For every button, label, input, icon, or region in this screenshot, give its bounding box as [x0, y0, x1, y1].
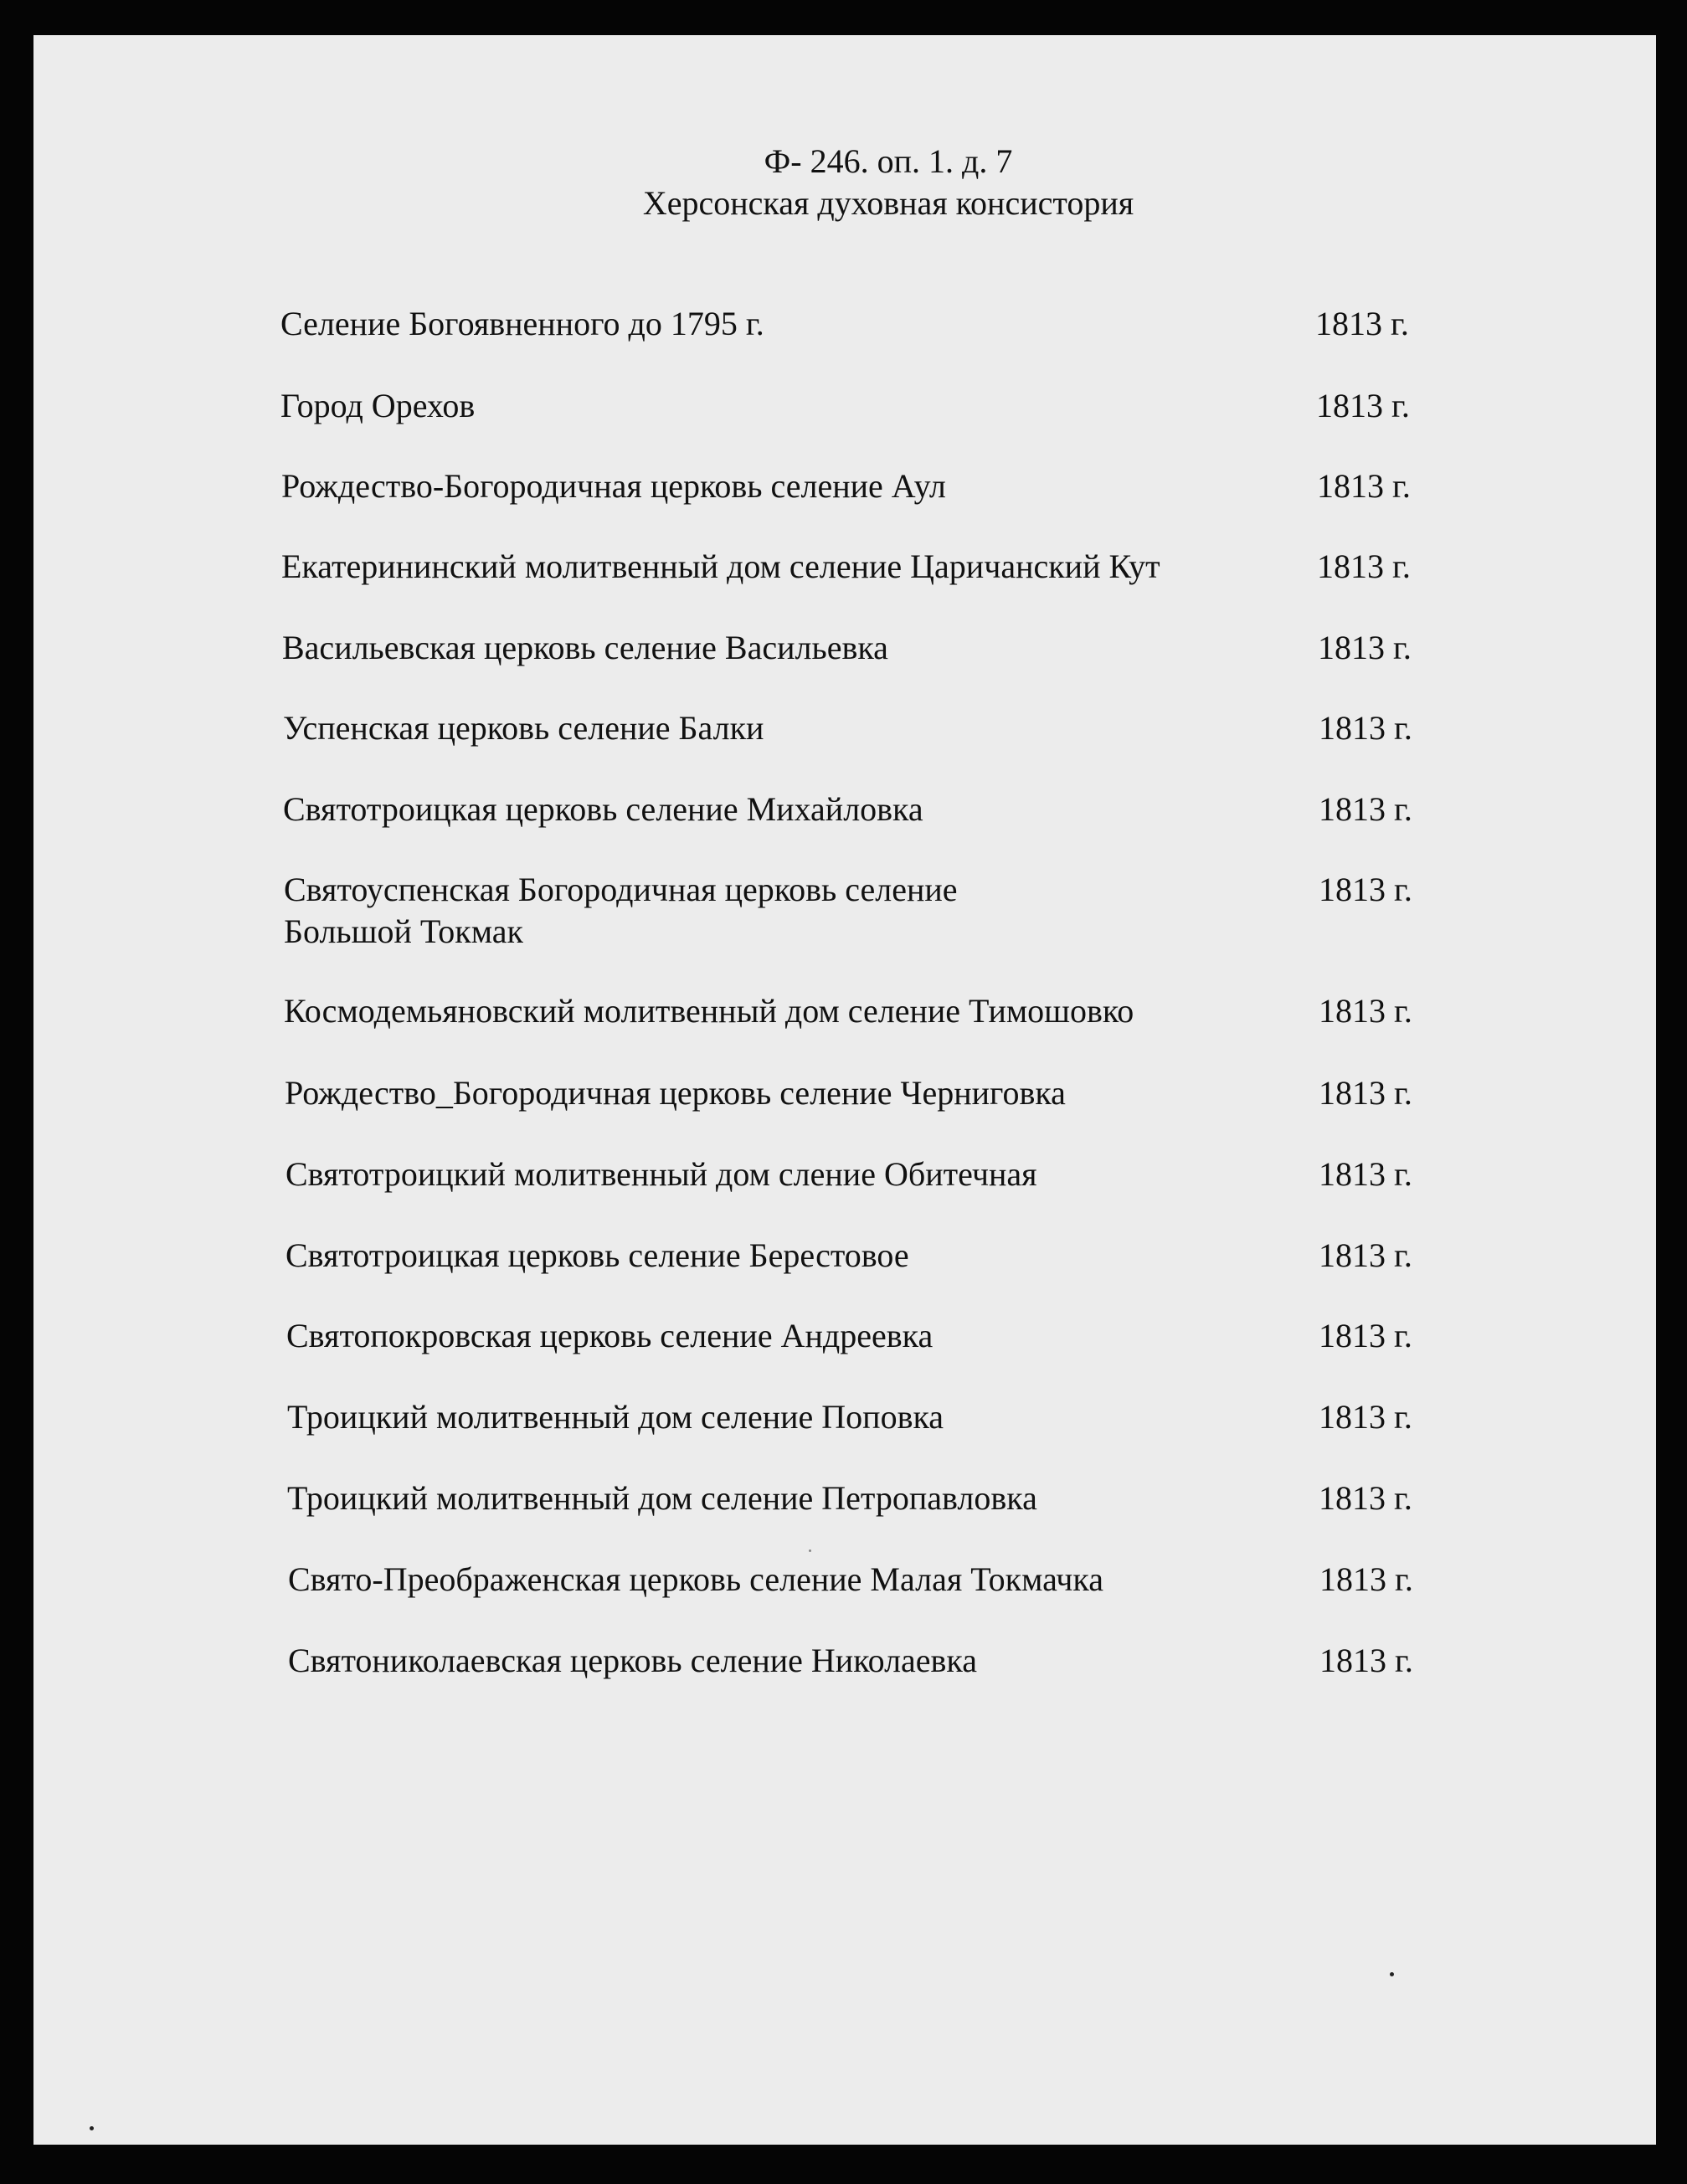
document-title: Херсонская духовная консистория — [642, 184, 1134, 222]
entry-name: Рождество-Богородичная церковь селение Аул — [281, 467, 946, 505]
entry-name: Успенская церковь селение Балки — [283, 709, 764, 747]
entry-year: 1813 г. — [1319, 1560, 1413, 1598]
entry-name: Святопокровская церковь селение Андреевка — [286, 1317, 934, 1354]
entry-year: 1813 г. — [1319, 1642, 1413, 1679]
entry-name: Город Орехов — [280, 387, 476, 424]
entry-year: 1813 г. — [1318, 629, 1412, 666]
entry-name: Селение Богоявненного до 1795 г. — [280, 305, 764, 342]
entry-name: Васильевская церковь селение Васильевка — [282, 629, 888, 666]
entry-year: 1813 г. — [1317, 547, 1411, 585]
entry-name: Троицкий молитвенный дом селение Поповка — [287, 1398, 944, 1436]
dust-speck — [809, 1549, 811, 1552]
entry-name: Святотроицкая церковь селение Михайловка — [283, 790, 923, 828]
entry-name: Святоуспенская Богородичная церковь селение — [284, 871, 958, 908]
entry-year: 1813 г. — [1319, 1074, 1412, 1112]
entry-year: 1813 г. — [1319, 709, 1412, 747]
entry-name: Святотроицкий молитвенный дом сление Обитечная — [285, 1155, 1037, 1193]
entry-year: 1813 г. — [1315, 305, 1409, 342]
entry-year: 1813 г. — [1317, 467, 1411, 505]
entry-year: 1813 г. — [1319, 992, 1412, 1030]
entry-year: 1813 г. — [1319, 1236, 1412, 1274]
entry-name-continued: Большой Токмак — [284, 912, 523, 950]
entry-year: 1813 г. — [1316, 387, 1410, 424]
entry-name: Екатерининский молитвенный дом селение Царичанский Кут — [281, 547, 1160, 585]
archive-reference: Ф- 246. оп. 1. д. 7 — [764, 142, 1013, 180]
entry-year: 1813 г. — [1319, 1155, 1412, 1193]
entry-year: 1813 г. — [1319, 1479, 1412, 1517]
entry-year: 1813 г. — [1319, 790, 1412, 828]
entry-year: 1813 г. — [1319, 871, 1412, 908]
entry-name: Троицкий молитвенный дом селение Петропавловка — [287, 1479, 1037, 1517]
entry-name: Свято-Преображенская церковь селение Малая Токмачка — [288, 1560, 1103, 1598]
entry-name: Космодемьяновский молитвенный дом селение Тимошовко — [284, 992, 1134, 1030]
entry-year: 1813 г. — [1319, 1398, 1412, 1436]
dust-speck — [1390, 1972, 1394, 1976]
entry-name: Рождество_Богородичная церковь селение Черниговка — [285, 1074, 1066, 1112]
entry-year: 1813 г. — [1319, 1317, 1412, 1354]
entry-name: Святониколаевская церковь селение Николаевка — [288, 1642, 978, 1679]
entry-name: Святотроицкая церковь селение Берестовое — [285, 1236, 909, 1274]
dust-speck — [90, 2126, 94, 2130]
